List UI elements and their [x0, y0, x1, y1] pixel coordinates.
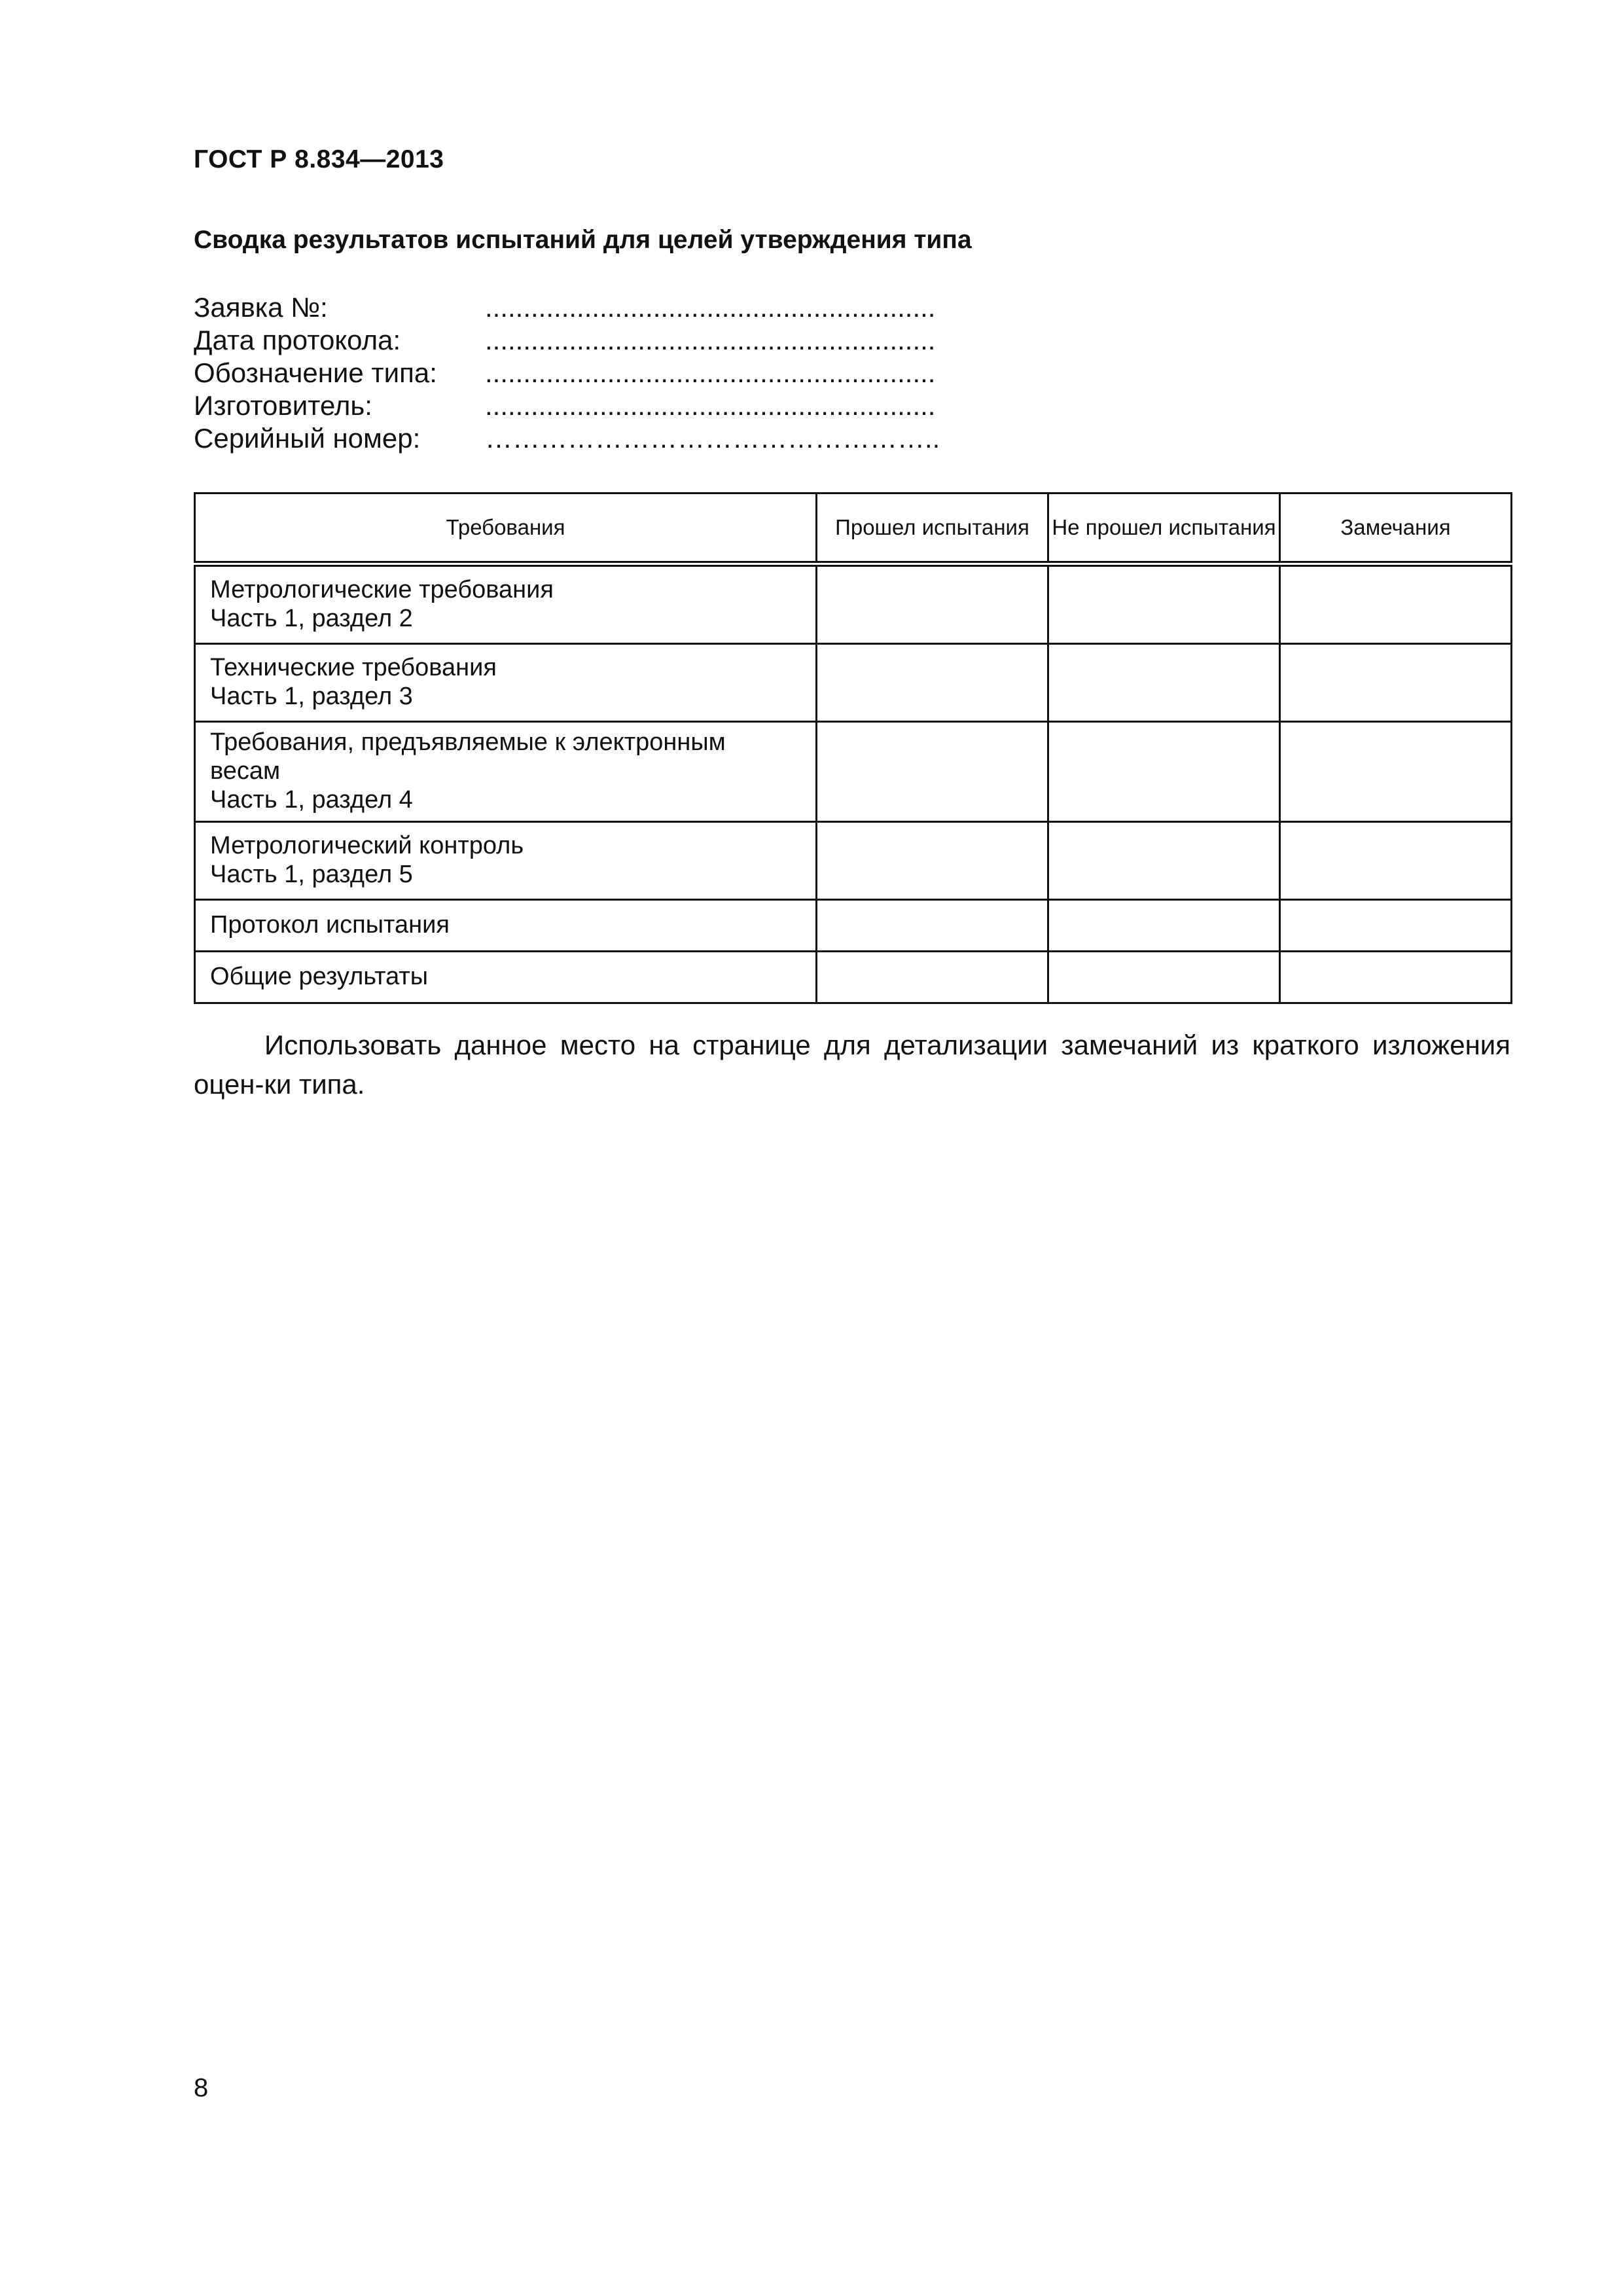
- section-title: Сводка результатов испытаний для целей утверждения типа: [194, 226, 972, 254]
- failed-cell[interactable]: [1048, 822, 1280, 900]
- table-header-row: [195, 493, 1512, 564]
- requirement-reference: Часть 1, раздел 3: [210, 683, 413, 710]
- page-number: 8: [194, 2073, 209, 2102]
- passed-cell[interactable]: [817, 900, 1048, 952]
- remarks-cell[interactable]: [1280, 952, 1512, 1003]
- field-label: Изготовитель:: [194, 390, 372, 421]
- passed-cell[interactable]: [817, 822, 1048, 900]
- requirement-cell: [195, 644, 817, 722]
- failed-cell[interactable]: [1048, 722, 1280, 822]
- table-row: [195, 822, 1512, 900]
- requirement-title: Метрологические требования: [210, 576, 554, 603]
- requirement-reference: Часть 1, раздел 5: [210, 861, 413, 888]
- note-paragraph: Использовать данное место на странице для детализации замечаний из краткого изложения оцен-ки типа.: [194, 1030, 1510, 1100]
- document-code: ГОСТ Р 8.834—2013: [194, 145, 444, 173]
- requirement-cell: [195, 900, 817, 952]
- header-requirements: Требования: [195, 493, 817, 564]
- results-table: [194, 492, 1512, 1004]
- requirement-title: Требования, предъявляемые к электронным весам: [210, 728, 726, 785]
- requirement-title: Метрологический контроль: [210, 832, 524, 859]
- field-label: Серийный номер:: [194, 423, 421, 454]
- passed-cell[interactable]: [817, 952, 1048, 1003]
- passed-cell[interactable]: [817, 722, 1048, 822]
- remarks-cell[interactable]: [1280, 722, 1512, 822]
- field-label: Обозначение типа:: [194, 357, 437, 388]
- field-blank: ...........................................................: [485, 357, 936, 388]
- header-remarks: Замечания: [1280, 493, 1512, 564]
- requirement-title: Общие результаты: [210, 963, 429, 990]
- failed-cell[interactable]: [1048, 952, 1280, 1003]
- table-row: [195, 900, 1512, 952]
- requirement-reference: Часть 1, раздел 4: [210, 786, 413, 814]
- table-row: [195, 564, 1512, 644]
- requirement-cell: [195, 822, 817, 900]
- failed-cell[interactable]: [1048, 900, 1280, 952]
- header-passed: Прошел испытания: [817, 493, 1048, 564]
- header-failed: Не прошел испытания: [1048, 493, 1280, 564]
- field-blank: ...........................................................: [485, 325, 936, 355]
- remarks-cell[interactable]: [1280, 822, 1512, 900]
- requirement-title: Протокол испытания: [210, 911, 450, 939]
- failed-cell[interactable]: [1048, 564, 1280, 644]
- requirement-cell: [195, 722, 817, 822]
- passed-cell[interactable]: [817, 644, 1048, 722]
- passed-cell[interactable]: [817, 564, 1048, 644]
- field-blank: ...........................................................: [485, 292, 936, 323]
- table-row: [195, 722, 1512, 822]
- requirement-cell: [195, 564, 817, 644]
- failed-cell[interactable]: [1048, 644, 1280, 722]
- requirement-cell: [195, 952, 817, 1003]
- table-row: [195, 644, 1512, 722]
- field-blank: ...........................................................: [485, 390, 936, 421]
- table-row: [195, 952, 1512, 1003]
- field-blank: …………………………………………..: [485, 423, 940, 454]
- requirement-title: Технические требования: [210, 654, 497, 681]
- field-label: Дата протокола:: [194, 325, 401, 355]
- requirement-reference: Часть 1, раздел 2: [210, 605, 413, 632]
- remarks-cell[interactable]: [1280, 644, 1512, 722]
- remarks-cell[interactable]: [1280, 900, 1512, 952]
- field-label: Заявка №:: [194, 292, 328, 323]
- remarks-cell[interactable]: [1280, 564, 1512, 644]
